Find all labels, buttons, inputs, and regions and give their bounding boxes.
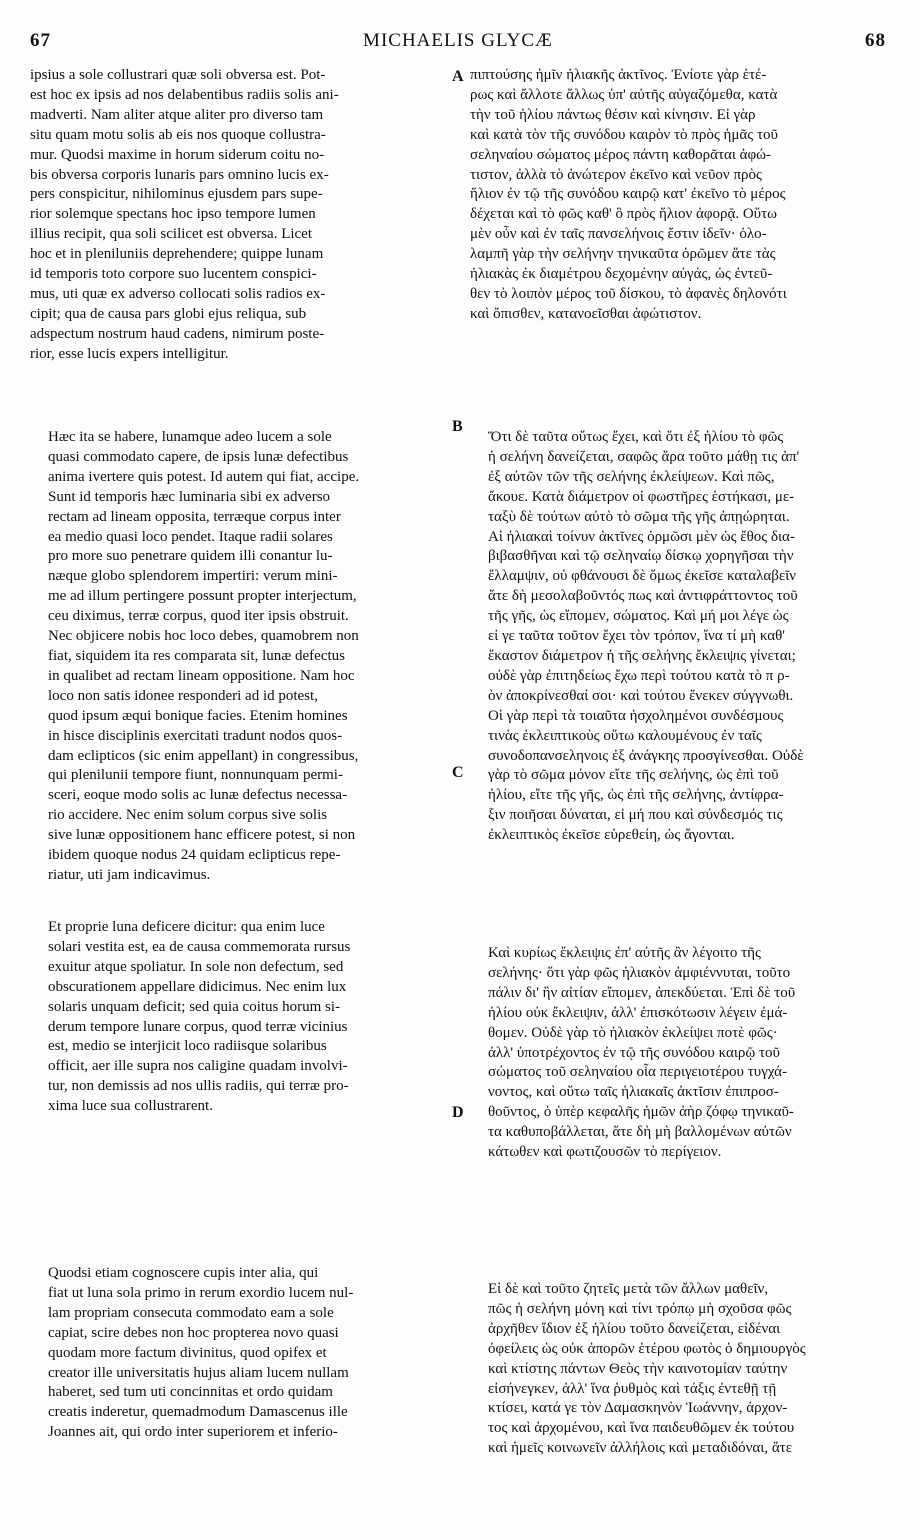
latin-line: haberet, sed tum uti concinnitas et ordo quidam bbox=[48, 1384, 333, 1401]
greek-line: νοντος, καὶ οὕτω ταῖς ἡλιακαῖς ἀκτῖσιν ἐπιπροσ- bbox=[488, 1084, 779, 1101]
latin-line: pers conspicitur, nihilominus ejusdem pars supe- bbox=[30, 186, 323, 203]
greek-line: Καὶ κυρίως ἔκλειψις ἐπ' αὐτῆς ἂν λέγοιτο τῆς bbox=[488, 945, 761, 961]
greek-line: Εἰ δὲ καὶ τοῦτο ζητεῖς μετὰ τῶν ἄλλων μαθεῖν, bbox=[488, 1281, 769, 1297]
latin-line: ibidem quoque nodus 24 quidam eclipticus repe- bbox=[48, 847, 341, 864]
latin-line: mus, uti quæ ex adverso collocati solis radios ex- bbox=[30, 285, 326, 302]
greek-line: εἰσήνεγκεν, ἀλλ' ἵνα ῥυθμὸς καὶ τάξις ἐντεθῇ τῇ bbox=[488, 1380, 777, 1397]
latin-line: fiat, siquidem ita res comparata sit, lunæ defectus bbox=[48, 647, 345, 664]
greek-line: Ὅτι δὲ ταῦτα οὕτως ἔχει, καὶ ὅτι ἐξ ἡλίου τὸ φῶς bbox=[488, 429, 784, 445]
greek-line: σεληναίου σώματος μέρος πάντη καθορᾶται ἀφώ- bbox=[470, 146, 772, 163]
greek-line: γὰρ τὸ σῶμα μόνον εἴτε τῆς σελήνης, ὡς ἐπὶ τοῦ bbox=[488, 767, 779, 784]
latin-line: ea medio quasi loco pendet. Itaque radii solares bbox=[48, 528, 333, 545]
latin-line: bis obversa corporis lunaris pars omnino lucis ex- bbox=[30, 166, 329, 183]
latin-paragraph-1 bbox=[30, 66, 442, 365]
greek-line: δέχεται καὶ τὸ φῶς καθ' ὃ πρὸς ἥλιον ἀφορᾷ. Οὕτω bbox=[470, 206, 778, 223]
latin-line: sive lunæ oppositionem hanc efficere potest, si non bbox=[48, 827, 356, 844]
greek-line: ἔλλαμψιν, οὐ φθάνουσι δὲ ὅμως ἐκεῖσε καταλαβεῖν bbox=[488, 568, 797, 585]
latin-line: creator ille universitatis hujus aliam lucem nullam bbox=[48, 1364, 349, 1381]
latin-line: exuitur atque spoliatur. In sole non defectum, sed bbox=[48, 958, 344, 975]
greek-line: σώματος τοῦ σεληναίου οἷα περιγειοτέρου τυγχά- bbox=[488, 1064, 788, 1081]
latin-line: rior solemque spectans hoc ipso tempore lumen bbox=[30, 206, 316, 223]
latin-paragraph-4 bbox=[30, 1264, 442, 1443]
greek-line: ἀλλ' ὑποτρέχοντος ἐν τῷ τῆς συνόδου καιρῷ τοῦ bbox=[488, 1044, 780, 1061]
latin-line: ceu diximus, terræ corpus, quod iter ipsis obstruit. bbox=[48, 608, 349, 625]
greek-line: πῶς ἡ σελήνη μόνη καὶ τίνι τρόπῳ μὴ σχοῦσα φῶς bbox=[488, 1300, 792, 1317]
latin-line: Sunt id temporis hæc luminaria sibi ex adverso bbox=[48, 488, 331, 505]
greek-line: ὸν ἀποκρίνεσθαί σοι· καὶ τούτου ἕνεκεν σύγγνωθι. bbox=[488, 687, 794, 704]
latin-line: capiat, scire debes non hoc propterea novo quasi bbox=[48, 1324, 339, 1341]
latin-line: xima luce sua collustrarent. bbox=[48, 1098, 213, 1115]
greek-line: οὐδὲ γὰρ ἐπιτηδείως ἔχω περὶ τούτου κατὰ τὸ π ρ- bbox=[488, 667, 790, 684]
latin-line: Nec objicere nobis hoc loco debes, quamobrem non bbox=[48, 628, 359, 645]
margin-letter-b: B bbox=[452, 418, 463, 435]
latin-line: anima ivertere quis potest. Id autem qui fiat, accipe. bbox=[48, 468, 360, 485]
greek-line: εἰ γε ταῦτα τοῦτον ἔχει τὸν τρόπον, ἵνα τί μὴ καθ' bbox=[488, 628, 785, 645]
greek-line: ἐκλειπτικὸς ἐκεῖσε εὑρεθείη, ὡς ἄγονται. bbox=[488, 827, 735, 844]
greek-line: Αἱ ἡλιακαὶ τοίνυν ἀκτῖνες ὁρμῶσι μὲν ὡς ἔθος δια- bbox=[488, 528, 795, 545]
latin-line: qui plenilunii tempore fiunt, nonnunquam permi- bbox=[48, 767, 343, 784]
latin-paragraph-2-text bbox=[30, 428, 442, 886]
greek-line: πάλιν δι' ἣν αἰτίαν εἴπομεν, ἀπεκδύεται. Ἐπὶ δὲ τοῦ bbox=[488, 984, 796, 1001]
greek-line: καὶ κτίστης πάντων Θεὸς τὴν καινοτομίαν ταύτην bbox=[488, 1360, 788, 1377]
latin-line: ipsius a sole collustrari quæ soli obversa est. Pot- bbox=[30, 67, 326, 83]
greek-line: ἥλιον ἐν τῷ τῆς συνόδου καιρῷ κατ' ἐκεῖνο τὸ μέρος bbox=[470, 186, 786, 203]
greek-line: πιπτούσης ἡμῖν ἡλιακῆς ἀκτῖνος. Ἐνίοτε γὰρ ἑτέ- bbox=[470, 67, 767, 83]
greek-line: σελήνης· ὅτι γὰρ φῶς ἡλιακὸν ἀμφιέννυται, τοῦτο bbox=[488, 964, 791, 981]
latin-line: rio accidere. Nec enim solum corpus sive solis bbox=[48, 807, 328, 824]
latin-line: obscurationem appellare didicimus. Nec enim lux bbox=[48, 978, 347, 995]
latin-line: Et proprie luna deficere dicitur: qua enim luce bbox=[48, 919, 325, 935]
greek-paragraph-3-text bbox=[470, 944, 884, 1163]
latin-line: quod ipsum æqui bonique facies. Etenim homines bbox=[48, 707, 348, 724]
latin-line: rior, esse lucis expers intelligitur. bbox=[30, 345, 229, 362]
latin-line: in qualibet ad rectam lineam oppositione. Nam hoc bbox=[48, 667, 355, 684]
greek-line: Οἱ γὰρ περὶ τὰ τοιαῦτα ἠσχολημένοι συνδέσμους bbox=[488, 707, 784, 724]
greek-line: τὴν τοῦ ἡλίου πάντως θέσιν καὶ κίνησιν. Εἰ γὰρ bbox=[470, 106, 756, 123]
greek-paragraph-3 bbox=[470, 944, 884, 1163]
latin-paragraph-1-text bbox=[30, 66, 442, 365]
greek-line: ὀφείλεις ὡς οὐκ ἀπορῶν ἑτέρου φωτὸς ὁ δημιουργὸς bbox=[488, 1340, 806, 1357]
greek-line: ἐξ αὐτῶν τῶν τῆς σελήνης ἐκλείψεων. Καὶ πῶς, bbox=[488, 468, 775, 485]
latin-line: adspectum nostrum haud cadens, nimirum poste- bbox=[30, 325, 325, 342]
greek-paragraph-2 bbox=[470, 428, 884, 846]
page-number-right: 68 bbox=[865, 30, 886, 51]
greek-line: ἕκαστον διάμετρον ἡ τῆς σελήνης ἔκλειψις γίνεται; bbox=[488, 647, 796, 664]
latin-line: in hisce disciplinis exercitati tradunt nodos quos- bbox=[48, 727, 343, 744]
latin-paragraph-3 bbox=[30, 918, 442, 1117]
latin-line: cipit; qua de causa pars globi ejus reliqua, sub bbox=[30, 305, 307, 322]
latin-line: fiat ut luna sola primo in rerum exordio lucem nul- bbox=[48, 1284, 354, 1301]
greek-paragraph-4 bbox=[470, 1280, 884, 1459]
greek-line: κτίσει, κατά γε τὸν Δαμασκηνὸν Ἰωάννην, ἀρχον- bbox=[488, 1400, 788, 1417]
greek-line: θεν τὸ λοιπὸν μέρος τοῦ δίσκου, τὸ ἀφανὲς δηλονότι bbox=[470, 285, 787, 302]
greek-line: συνοδοπανσεληνοις ἐξ ἀνάγκης προσγίνεσθαι. Οὐδὲ bbox=[488, 747, 804, 764]
latin-line: situ quam motu solis ab eis nos quoque collustra- bbox=[30, 126, 326, 143]
greek-line: τιστον, ἀλλὰ τὸ ἀνώτερον ἐκεῖνο καὶ νεῦον πρὸς bbox=[470, 166, 762, 183]
latin-line: loco non satis idonee responderi ad id potest, bbox=[48, 687, 318, 704]
greek-line: ἡ σελήνη δανείζεται, σαφῶς ἄρα τοῦτο μάθῃ τις ἀπ' bbox=[488, 448, 800, 465]
greek-line: ἅτε δὴ μεσολαβοῦντός πως καὶ ἀντιφράττοντος τοῦ bbox=[488, 588, 798, 605]
greek-line: τῆς γῆς, ὡς εἴπομεν, σώματος. Καὶ μή μοι λέγε ὡς bbox=[488, 608, 789, 625]
latin-line: lam propriam consecuta commodato eam a sole bbox=[48, 1304, 334, 1321]
greek-line: μὲν οὖν καὶ ἐν ταῖς πανσελήνοις ἔστιν ἰδεῖν· ὁλο- bbox=[470, 226, 767, 243]
greek-line: ἡλιακὰς ἐκ διαμέτρου δεχομένην αὐγάς, ὡς ἐντεῦ- bbox=[470, 266, 773, 283]
greek-line: καὶ ἡμεῖς κοινωνεῖν ἀλλήλοις καὶ μεταδιδόναι, ἅτε bbox=[488, 1440, 792, 1457]
greek-line: βιβασθῆναι καὶ τῷ σεληναίῳ δίσκῳ χορηγῆσαι τὴν bbox=[488, 548, 794, 565]
greek-line: θομεν. Οὐδὲ γὰρ τὸ ἡλιακὸν ἐκλείψει ποτὲ φῶς· bbox=[488, 1024, 778, 1041]
latin-line: illius recipit, qua soli scilicet est obversa. Licet bbox=[30, 226, 313, 243]
latin-line: hoc et in pleniluniis deprehendere; quippe lunam bbox=[30, 246, 324, 263]
greek-paragraph-1 bbox=[470, 66, 884, 325]
latin-paragraph-3-text bbox=[30, 918, 442, 1117]
greek-line: ρως καὶ ἄλλοτε ἄλλως ὑπ' αὐτῆς αὐγαζόμεθα, κατὰ bbox=[470, 86, 778, 103]
latin-line: quasi commodato capere, de ipsis lunæ defectibus bbox=[48, 448, 349, 465]
latin-line: solari vestita est, ea de causa commemorata rursus bbox=[48, 938, 351, 955]
greek-line: θοῦντος, ὁ ὑπὲρ κεφαλῆς ἡμῶν ἀὴρ ζόφῳ τηνικαῦ- bbox=[488, 1104, 794, 1121]
latin-line: solaris unquam deficit; sed quia coitus horum si- bbox=[48, 998, 341, 1015]
greek-line: λαμπῆ γὰρ τὴν σελήνην τηνικαῦτα ὁρῶμεν ἅτε τὰς bbox=[470, 246, 776, 263]
greek-line: ξιν ποιῆσαι δύναται, εἰ μή που καὶ σύνδεσμός τις bbox=[488, 807, 783, 824]
latin-paragraph-2 bbox=[30, 428, 442, 886]
page-number-left: 67 bbox=[30, 30, 51, 51]
latin-line: me ad illum pertingere possunt propter interjectum, bbox=[48, 588, 357, 605]
latin-line: rectam ad lineam opposita, terræque corpus inter bbox=[48, 508, 341, 525]
greek-line: ἄκουε. Κατὰ διάμετρον οἱ φωστῆρες ἑστήκασι, με- bbox=[488, 488, 795, 505]
margin-letter-c: C bbox=[452, 764, 464, 781]
latin-line: riatur, uti jam indicavimus. bbox=[48, 866, 211, 883]
page-header bbox=[30, 30, 886, 58]
greek-line: τος καὶ ἀρχομένου, καὶ ἵνα παιδευθῶμεν ἐκ τούτου bbox=[488, 1420, 795, 1437]
greek-line: ἀρχῆθεν ἴδιον ἐξ ἡλίου τοῦτο δανείζεται, εἰδέναι bbox=[488, 1320, 781, 1337]
latin-line: pro more suo penetrare quidem illi conantur lu- bbox=[48, 548, 333, 565]
greek-line: καὶ ὄπισθεν, κατανοεῖσθαι ἀφώτιστον. bbox=[470, 305, 702, 322]
greek-paragraph-2-text bbox=[470, 428, 884, 846]
greek-line: τα καθυποβάλλεται, ἅτε δὴ μὴ βαλλομένων αὐτῶν bbox=[488, 1124, 792, 1141]
latin-line: tur, non demissis ad nos ullis radiis, qui terræ pro- bbox=[48, 1078, 349, 1095]
greek-line: ἡλίου οὐκ ἔκλειψιν, ἀλλ' ἐπισκότωσιν λέγειν ἐμά- bbox=[488, 1004, 788, 1021]
latin-line: id temporis toto corpore suo lucentem conspici- bbox=[30, 266, 317, 283]
greek-line: καὶ κατὰ τὸν τῆς συνόδου καιρὸν τὸ πρὸς ἡμᾶς τοῦ bbox=[470, 126, 778, 143]
latin-line: dam eclipticos (sic enim appellant) in congressibus, bbox=[48, 747, 359, 764]
latin-line: creatis inderetur, quemadmodum Damascenus ille bbox=[48, 1404, 348, 1421]
latin-line: est, medio se interjicit loco radiisque solaribus bbox=[48, 1038, 327, 1055]
latin-line: mur. Quodsi maxime in horum siderum coitu no- bbox=[30, 146, 325, 163]
latin-line: næque globo splendorem impertiri: verum mini- bbox=[48, 568, 338, 585]
greek-paragraph-4-text bbox=[470, 1280, 884, 1459]
latin-paragraph-4-text bbox=[30, 1264, 442, 1443]
greek-line: κάτωθεν καὶ φωτιζουσῶν τὸ περίγειον. bbox=[488, 1144, 722, 1161]
running-title: MICHAELIS GLYCÆ bbox=[363, 30, 553, 51]
margin-letter-a: A bbox=[452, 68, 464, 85]
latin-line: madverti. Nam aliter atque aliter pro diverso tam bbox=[30, 106, 324, 123]
latin-line: derum tempore lunare corpus, quod terræ vicinius bbox=[48, 1018, 348, 1035]
greek-line: τινὰς ἐκλειπτικοὺς οὕτω καλουμένους ἐν ταῖς bbox=[488, 727, 762, 744]
greek-line: ἡλίου, εἴτε τῆς γῆς, ὡς ἐπὶ τῆς σελήνης, ἀντίφρα- bbox=[488, 787, 784, 804]
latin-line: Hæc ita se habere, lunamque adeo lucem a sole bbox=[48, 429, 332, 445]
latin-line: officit, aer ille supra nos caligine quadam involvi- bbox=[48, 1058, 348, 1075]
greek-paragraph-1-text bbox=[470, 66, 884, 325]
latin-line: est hoc ex ipsis ad nos delabentibus radiis solis ani- bbox=[30, 86, 339, 103]
latin-line: Quodsi etiam cognoscere cupis inter alia, qui bbox=[48, 1265, 319, 1281]
latin-line: quodam more factum divinitus, quod opifex et bbox=[48, 1344, 327, 1361]
latin-line: sceri, eoque modo solis ac lunæ defectus necessa- bbox=[48, 787, 348, 804]
latin-line: Joannes ait, qui ordo inter superiorem et inferio- bbox=[48, 1424, 338, 1441]
margin-letter-d: D bbox=[452, 1104, 464, 1121]
greek-line: ταξὺ δὲ τούτων αὐτὸ τὸ σῶμα τῆς γῆς ἀπῃώρηται. bbox=[488, 508, 790, 525]
